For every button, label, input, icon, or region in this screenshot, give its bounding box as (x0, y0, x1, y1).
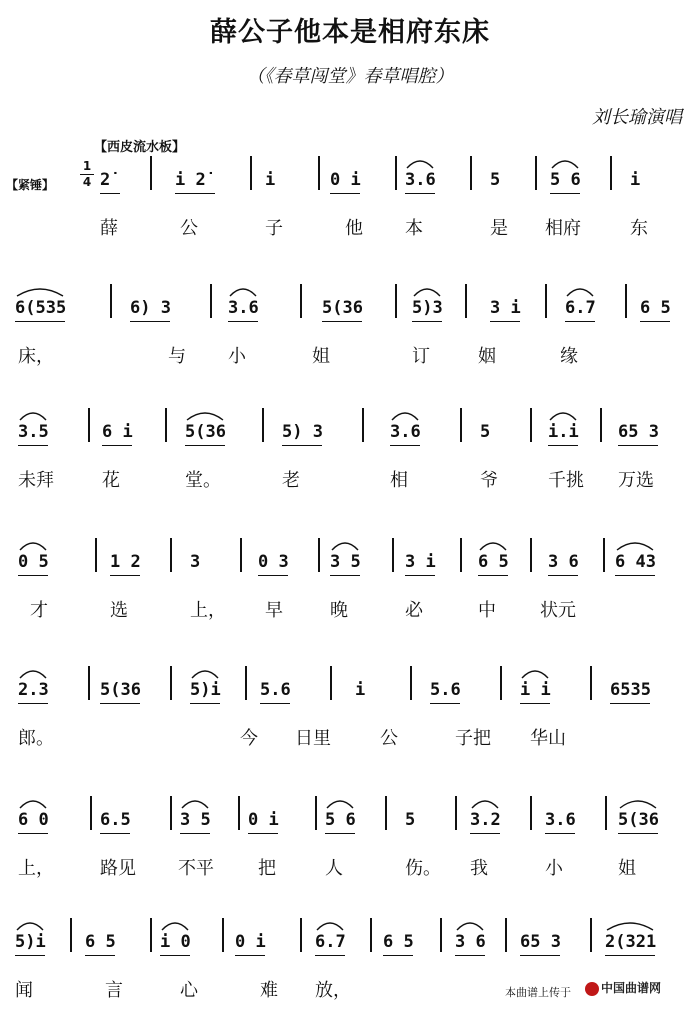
underline-beam (548, 445, 578, 446)
slur (20, 543, 46, 550)
barline (330, 666, 332, 700)
lyric-syllable: 姻 (478, 346, 496, 367)
slur (392, 413, 418, 420)
lyric-syllable: 东 (630, 218, 648, 239)
barline (318, 156, 320, 190)
lyric-syllable: 小 (228, 346, 246, 367)
underline-beam (520, 955, 560, 956)
note-group: 5(36 (185, 422, 226, 442)
slur (457, 923, 483, 930)
underline-beam (520, 703, 550, 704)
underline-beam (18, 833, 48, 834)
note-group: 5(36 (618, 810, 659, 830)
time-signature-bottom: 4 (82, 175, 92, 189)
underline-beam (15, 955, 45, 956)
barline (170, 666, 172, 700)
slur (480, 543, 506, 550)
lyric-syllable: 我 (470, 858, 488, 879)
barline (455, 796, 457, 830)
note-group: 6 43 (615, 552, 656, 572)
lyric-syllable: 选 (110, 600, 128, 621)
slur (567, 289, 593, 296)
slur (182, 801, 208, 808)
lyric-syllable: 子 (265, 218, 283, 239)
note-group: 3 5 (330, 552, 361, 572)
note-group: 0 i (330, 170, 361, 190)
barline (165, 408, 167, 442)
barline (603, 538, 605, 572)
barline (170, 796, 172, 830)
barline (610, 156, 612, 190)
barline (250, 156, 252, 190)
note-group: 65 3 (520, 932, 561, 952)
underline-beam (550, 193, 580, 194)
lyric-syllable: 必 (405, 600, 423, 621)
slur (607, 923, 653, 930)
note-group: 3 (190, 552, 201, 572)
note-group: 6 5 (85, 932, 116, 952)
note-group: 3 6 (455, 932, 486, 952)
barline (262, 408, 264, 442)
lyric-syllable: 把 (258, 858, 276, 879)
barline (470, 156, 472, 190)
lyric-syllable: 华山 (530, 728, 566, 749)
underline-beam (315, 955, 345, 956)
underline-beam (470, 833, 500, 834)
barline (535, 156, 537, 190)
note-group: 0 3 (258, 552, 289, 572)
underline-beam (605, 955, 655, 956)
barline (385, 796, 387, 830)
note-group: 6(535 (15, 298, 67, 318)
lyric-syllable: 公 (180, 218, 198, 239)
barline (110, 284, 112, 318)
slur (20, 413, 46, 420)
notation-system (0, 800, 700, 890)
underline-beam (640, 321, 670, 322)
logo-mark-icon (585, 982, 599, 996)
lyric-syllable: 堂。 (185, 470, 221, 491)
underline-beam (490, 321, 520, 322)
note-group: 5)i (190, 680, 221, 700)
note-group: i (355, 680, 366, 700)
footer-upload-text: 本曲谱上传于 (505, 986, 571, 999)
note-group: 2(321 (605, 932, 657, 952)
barline (90, 796, 92, 830)
lyric-syllable: 相府 (545, 218, 581, 239)
underline-beam (478, 575, 508, 576)
note-group: i (265, 170, 276, 190)
slur (617, 543, 653, 550)
barline (600, 408, 602, 442)
barline (88, 408, 90, 442)
lyric-syllable: 伤。 (405, 858, 441, 879)
lyric-syllable: 花 (102, 470, 120, 491)
barline (460, 408, 462, 442)
slur (550, 413, 576, 420)
slur (317, 923, 343, 930)
underline-beam (258, 575, 288, 576)
note-group: 5 6 (325, 810, 356, 830)
slur (162, 923, 188, 930)
slur (17, 289, 63, 296)
lyric-syllable: 薛 (100, 218, 118, 239)
performer-credit: 刘长瑜演唱 (592, 107, 682, 128)
barline (410, 666, 412, 700)
underline-beam (565, 321, 595, 322)
barline (362, 408, 364, 442)
note-group: i i (520, 680, 551, 700)
site-name: 中国曲谱网 (601, 981, 662, 995)
underline-beam (405, 193, 435, 194)
lyric-syllable: 姐 (618, 858, 636, 879)
underline-beam (412, 321, 442, 322)
underline-beam (330, 193, 360, 194)
barline (300, 284, 302, 318)
lyric-syllable: 放， (315, 980, 351, 1001)
barline (150, 156, 152, 190)
note-group: 5(36 (100, 680, 141, 700)
slur (230, 289, 256, 296)
barline (395, 284, 397, 318)
underline-beam (618, 445, 658, 446)
barline (530, 538, 532, 572)
lyric-syllable: 老 (282, 470, 300, 491)
lyric-syllable: 与 (168, 346, 186, 367)
underline-beam (160, 955, 190, 956)
underline-beam (322, 321, 362, 322)
note-group: 6 i (102, 422, 133, 442)
note-group: 5)i (15, 932, 46, 952)
note-group: 6 5 (478, 552, 509, 572)
underline-beam (330, 575, 360, 576)
barline (238, 796, 240, 830)
intro-marking: 【紧锤】 (6, 178, 55, 192)
barline (88, 666, 90, 700)
note-group: 6 5 (640, 298, 671, 318)
underline-beam (615, 575, 655, 576)
barline (70, 918, 72, 952)
slur (407, 161, 433, 168)
barline (370, 918, 372, 952)
lyric-syllable: 日里 (295, 728, 331, 749)
lyric-syllable: 中 (478, 600, 496, 621)
lyric-syllable: 才 (30, 600, 48, 621)
note-group: 3.6 (405, 170, 436, 190)
barline (392, 538, 394, 572)
lyric-syllable: 万选 (618, 470, 654, 491)
barline (240, 538, 242, 572)
note-group: 3 i (405, 552, 436, 572)
underline-beam (18, 703, 48, 704)
note-group: 3.6 (228, 298, 259, 318)
barline (530, 408, 532, 442)
note-group: 0 i (235, 932, 266, 952)
barline (210, 284, 212, 318)
barline (315, 796, 317, 830)
lyric-syllable: 爷 (480, 470, 498, 491)
underline-beam (130, 321, 170, 322)
underline-beam (325, 833, 355, 834)
site-logo (585, 979, 697, 1001)
slur (20, 671, 46, 678)
note-group: 5 6 (550, 170, 581, 190)
underline-beam (260, 703, 290, 704)
slur (192, 671, 218, 678)
lyric-syllable: 人 (325, 858, 343, 879)
lyric-syllable: 晚 (330, 600, 348, 621)
lyric-syllable: 郎。 (18, 728, 54, 749)
note-group: 6.7 (315, 932, 346, 952)
barline (530, 796, 532, 830)
lyric-syllable: 言 (105, 980, 123, 1001)
underline-beam (383, 955, 413, 956)
page-title: 薛公子他本是相府东床 (210, 17, 490, 48)
barline (170, 538, 172, 572)
lyric-syllable: 心 (180, 980, 198, 1001)
lyric-syllable: 是 (490, 218, 508, 239)
slur (187, 413, 223, 420)
barline (545, 284, 547, 318)
barline (245, 666, 247, 700)
note-group: 3.6 (545, 810, 576, 830)
note-group: 3 6 (548, 552, 579, 572)
underline-beam (102, 445, 132, 446)
note-group: 2.3 (18, 680, 49, 700)
underline-beam (18, 445, 48, 446)
lyric-syllable: 不平 (178, 858, 214, 879)
note-group: 5.6 (430, 680, 461, 700)
note-group: 1 2 (110, 552, 141, 572)
note-group: 5 (490, 170, 501, 190)
note-group: 5 (405, 810, 416, 830)
slur (327, 801, 353, 808)
lyric-syllable: 上， (18, 858, 54, 879)
note-group: 6535 (610, 680, 651, 700)
barline (395, 156, 397, 190)
underline-beam (100, 703, 140, 704)
note-group: 0 5 (18, 552, 49, 572)
underline-beam (190, 703, 220, 704)
underline-beam (185, 445, 225, 446)
underline-beam (618, 833, 658, 834)
note-group: 5 (480, 422, 491, 442)
underline-beam (548, 575, 578, 576)
note-group: 3 5 (180, 810, 211, 830)
slur (332, 543, 358, 550)
slur (20, 801, 46, 808)
time-signature-top: 1 (82, 159, 92, 173)
note-group: 5.6 (260, 680, 291, 700)
note-group: 65 3 (618, 422, 659, 442)
lyric-syllable: 状元 (540, 600, 576, 621)
tempo-marking: 【西皮流水板】 (94, 140, 186, 155)
underline-beam (610, 703, 650, 704)
lyric-syllable: 他 (345, 218, 363, 239)
underline-beam (228, 321, 258, 322)
note-group: 5)3 (412, 298, 443, 318)
underline-beam (545, 833, 575, 834)
barline (590, 918, 592, 952)
lyric-syllable: 闻 (15, 980, 33, 1001)
note-group: 3.5 (18, 422, 49, 442)
underline-beam (430, 703, 460, 704)
lyric-syllable: 缘 (560, 346, 578, 367)
barline (500, 666, 502, 700)
barline (460, 538, 462, 572)
barline (300, 918, 302, 952)
lyric-syllable: 本 (405, 218, 423, 239)
barline (625, 284, 627, 318)
underline-beam (282, 445, 322, 446)
notation-system (0, 412, 700, 502)
note-group: 0 i (248, 810, 279, 830)
underline-beam (180, 833, 210, 834)
barline (318, 538, 320, 572)
lyric-syllable: 千挑 (548, 470, 584, 491)
slur (472, 801, 498, 808)
notation-system (0, 160, 700, 250)
slur (620, 801, 656, 808)
underline-beam (110, 575, 140, 576)
note-group: i.i (548, 422, 579, 442)
lyric-syllable: 未拜 (18, 470, 54, 491)
barline (95, 538, 97, 572)
lyric-syllable: 上， (190, 600, 226, 621)
note-group: 2̇ (100, 170, 111, 190)
note-group: i (630, 170, 641, 190)
lyric-syllable: 订 (412, 346, 430, 367)
note-group: 5) 3 (282, 422, 323, 442)
underline-beam (405, 575, 435, 576)
slur (17, 923, 43, 930)
barline (150, 918, 152, 952)
underline-beam (390, 445, 420, 446)
lyric-syllable: 公 (380, 728, 398, 749)
lyric-syllable: 姐 (312, 346, 330, 367)
underline-beam (100, 193, 120, 194)
underline-beam (175, 193, 215, 194)
subtitle: （《春草闯堂》春草唱腔） (246, 66, 454, 87)
barline (440, 918, 442, 952)
barline (590, 666, 592, 700)
underline-beam (18, 575, 48, 576)
notation-system (0, 670, 700, 760)
note-group: 3.2 (470, 810, 501, 830)
slur (414, 289, 440, 296)
note-group: 6.5 (100, 810, 131, 830)
lyric-syllable: 子把 (455, 728, 491, 749)
notation-system (0, 542, 700, 632)
barline (465, 284, 467, 318)
note-group: i 2̇ (175, 170, 206, 190)
barline (505, 918, 507, 952)
underline-beam (248, 833, 278, 834)
note-group: 6.7 (565, 298, 596, 318)
lyric-syllable: 难 (260, 980, 278, 1001)
underline-beam (85, 955, 115, 956)
lyric-syllable: 小 (545, 858, 563, 879)
underline-beam (15, 321, 65, 322)
lyric-syllable: 路见 (100, 858, 136, 879)
note-group: 6 5 (383, 932, 414, 952)
slur (552, 161, 578, 168)
note-group: 6 0 (18, 810, 49, 830)
underline-beam (455, 955, 485, 956)
note-group: 3 i (490, 298, 521, 318)
barline (222, 918, 224, 952)
underline-beam (100, 833, 130, 834)
note-group: 3.6 (390, 422, 421, 442)
note-group: 5(36 (322, 298, 363, 318)
note-group: 6) 3 (130, 298, 171, 318)
lyric-syllable: 今 (240, 728, 258, 749)
lyric-syllable: 早 (265, 600, 283, 621)
lyric-syllable: 床， (18, 346, 54, 367)
note-group: i 0 (160, 932, 191, 952)
barline (605, 796, 607, 830)
lyric-syllable: 相 (390, 470, 408, 491)
notation-system (0, 288, 700, 378)
underline-beam (235, 955, 265, 956)
slur (522, 671, 548, 678)
